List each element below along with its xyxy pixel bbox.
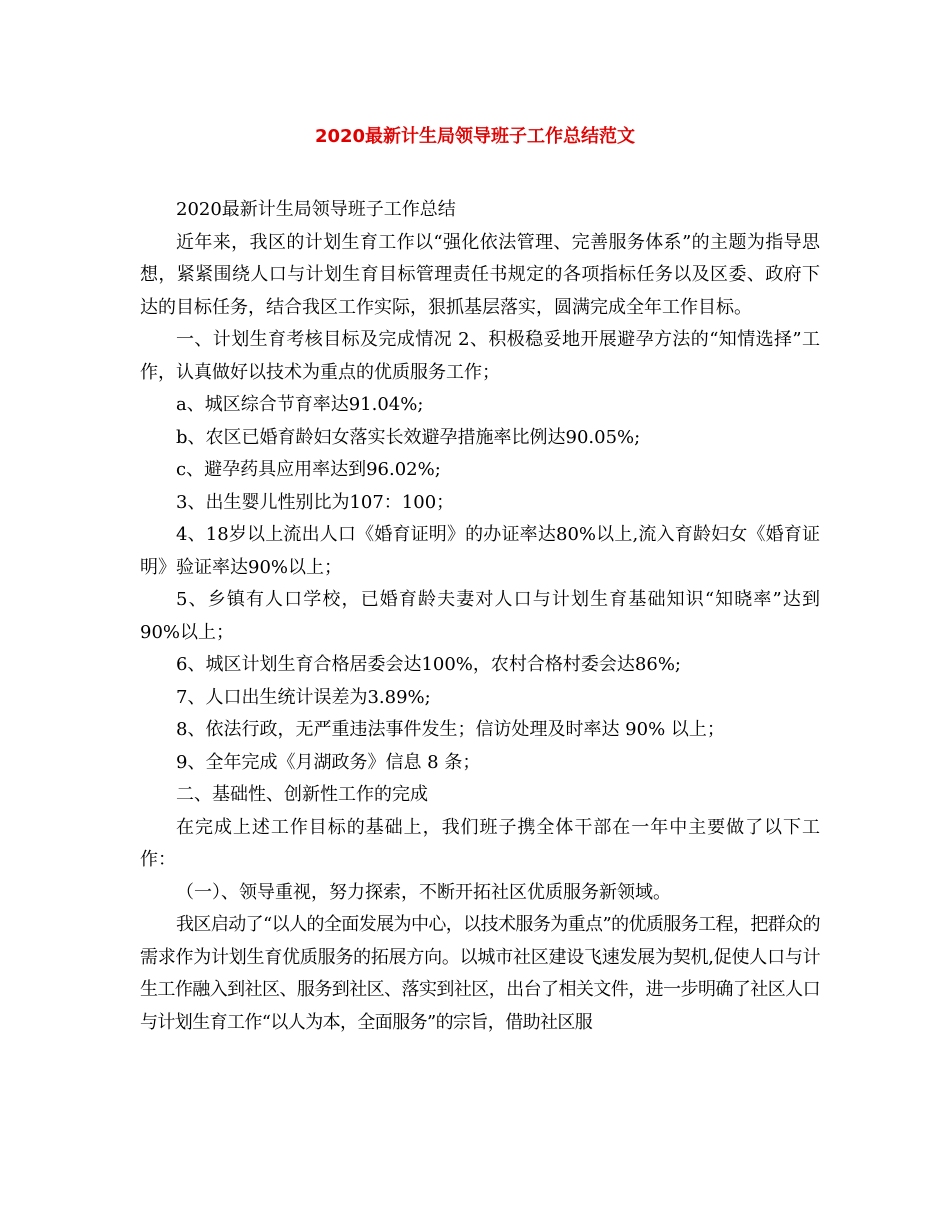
body-item-4: 4、18岁以上流出人口《婚育证明》的办证率达80%以上,流入育龄妇女《婚育证明》验证率达90%以上； [140,524,820,578]
body-item-6: 6、城区计划生育合格居委会达100%，农村合格村委会达86%; [176,654,681,675]
document-body [140,194,820,1039]
body-heading-subsection-one: （一）、领导重视，努力探索，不断开拓社区优质服务新领域。 [176,881,671,903]
body-heading-section-two: 二、基础性、创新性工作的完成 [176,784,428,805]
body-item-c: c、避孕药具应用率达到96.02%; [176,459,441,480]
body-item-b: b、农区已婚育龄妇女落实长效避孕措施率比例达90.05%; [176,426,641,448]
body-paragraph-community-service: 我区启动了“以人的全面发展为中心，以技术服务为重点”的优质服务工程，把群众的需求作为计划生育优质服务的拓展方向。以城市社区建设飞速发展为契机,促使人口与计生工作融入到社区、服务到社区、落实到社区，出台了相关文件，进一步明确了社区人口与计划生育工作“以人为本，全面服务”的宗旨，借助社区服 [140,914,820,1033]
body-item-8: 8、依法行政，无严重违法事件发生；信访处理及时率达 90% 以上； [176,719,725,740]
body-paragraph-section-one: 一、计划生育考核目标及完成情况 2、积极稳妥地开展避孕方法的“知情选择”工作，认真做好以技术为重点的优质服务工作； [140,329,820,383]
document-title: 2020最新计生局领导班子工作总结范文 [314,126,636,147]
body-item-a: a、城区综合节育率达91.04%; [176,394,424,415]
body-paragraph-section-two-intro: 在完成上述工作目标的基础上，我们班子携全体干部在一年中主要做了以下工作： [140,816,820,870]
body-paragraph-intro: 近年来，我区的计划生育工作以“强化依法管理、完善服务体系”的主题为指导思想，紧紧围绕人口与计划生育目标管理责任书规定的各项指标任务以及区委、政府下达的目标任务，结合我区工作实际，狠抓基层落实，圆满完成全年工作目标。 [140,231,820,318]
body-paragraph-subtitle: 2020最新计生局领导班子工作总结 [176,199,456,220]
body-item-5: 5、乡镇有人口学校，已婚育龄夫妻对人口与计划生育基础知识“知晓率”达到90%以上； [140,589,820,643]
body-item-3: 3、出生婴儿性别比为107：100； [176,491,455,513]
body-item-7: 7、人口出生统计误差为3.89%; [176,686,431,708]
body-item-9: 9、全年完成《月湖政务》信息 8 条； [176,751,481,773]
